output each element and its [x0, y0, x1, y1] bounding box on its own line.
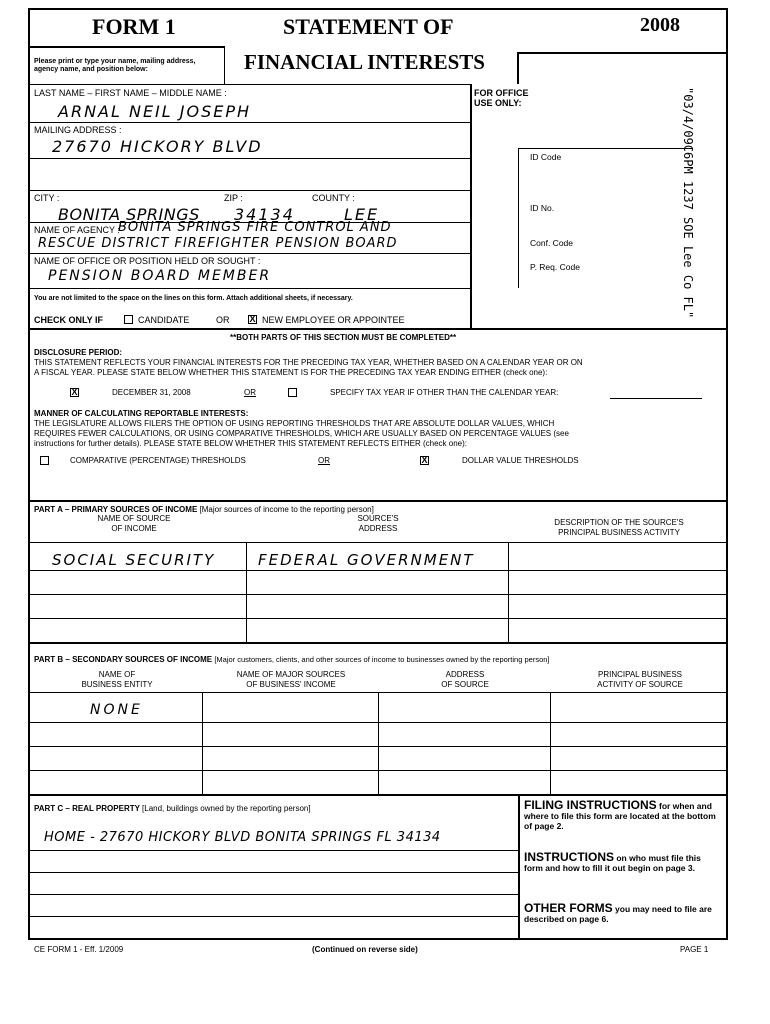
other-forms-text: you may need to file are described on page 6. — [524, 904, 712, 924]
part-c-title: PART C – REAL PROPERTY — [34, 804, 140, 813]
office-use-label-1: FOR OFFICE — [474, 88, 529, 98]
title-line1: STATEMENT OF — [283, 14, 454, 39]
title-line2: FINANCIAL INTERESTS — [244, 50, 485, 74]
footer-continued: (Continued on reverse side) — [312, 945, 418, 954]
part-b-col1: NAME OF BUSINESS ENTITY — [81, 670, 153, 689]
county-label: COUNTY : — [312, 193, 355, 203]
zip-label: ZIP : — [224, 193, 243, 203]
footer-page: PAGE 1 — [680, 945, 709, 954]
specify-label: SPECIFY TAX YEAR IF OTHER THAN THE CALENDAR YEAR: — [330, 388, 559, 397]
part-b-heading — [34, 655, 550, 665]
manner-text-2: REQUIRES FEWER CALCULATIONS, OR USING COMPARATIVE THRESHOLDS, WHICH ARE USUALLY BASED ON PERCENTAGE VALUES (see — [34, 429, 569, 438]
received-stamp: "03/4/09C6PM 1237 SOE Lee Co FL" — [681, 87, 695, 319]
manner-text-3: instructions for further details). PLEASE STATE BELOW WHETHER THIS STATEMENT REFLECTS EITHER (check one): — [34, 439, 467, 448]
dollar-label: DOLLAR VALUE THRESHOLDS — [462, 456, 579, 465]
part-a-row1-name[interactable]: SOCIAL SECURITY — [52, 551, 216, 569]
not-limited-note: You are not limited to the space on the lines on this form. Attach additional sheets, if necessary. — [34, 295, 353, 302]
new-employee-checkbox[interactable]: X — [249, 314, 256, 324]
who-must-file-instructions — [524, 852, 720, 873]
part-c-subtitle: [Land, buildings owned by the reporting person] — [142, 804, 311, 813]
mailing-label: MAILING ADDRESS : — [34, 125, 122, 135]
period-or: OR — [244, 388, 256, 397]
agency-value-line2[interactable]: RESCUE DISTRICT FIREFIGHTER PENSION BOARD — [38, 236, 398, 251]
part-b-title: PART B – SECONDARY SOURCES OF INCOME — [34, 655, 213, 664]
id-no-label: ID No. — [530, 203, 555, 213]
part-a-subtitle: [Major sources of income to the reporting person] — [199, 505, 374, 514]
office-label: NAME OF OFFICE OR POSITION HELD OR SOUGHT : — [34, 256, 261, 266]
mailing-value[interactable]: 27670 HICKORY BLVD — [52, 137, 263, 156]
name-value[interactable]: ARNAL NEIL JOSEPH — [58, 102, 252, 121]
manner-text-1: THE LEGISLATURE ALLOWS FILERS THE OPTION OF USING REPORTING THRESHOLDS THAT ARE ABSOLUTE DOLLAR VALUES, WHICH — [34, 419, 555, 428]
county-value[interactable]: LEE — [344, 205, 380, 224]
part-b-col4: PRINCIPAL BUSINESS ACTIVITY OF SOURCE — [597, 670, 683, 689]
dec31-checkbox[interactable]: X — [71, 387, 78, 397]
part-b-col3: ADDRESS OF SOURCE — [441, 670, 489, 689]
part-b-col2: NAME OF MAJOR SOURCES OF BUSINESS' INCOME — [236, 670, 346, 689]
form-label: FORM 1 — [92, 14, 176, 39]
dollar-checkbox[interactable]: X — [421, 455, 428, 465]
part-b-row1-entity[interactable]: NONE — [90, 702, 143, 718]
name-label: LAST NAME – FIRST NAME – MIDDLE NAME : — [34, 88, 227, 98]
zip-value[interactable]: 34134 — [234, 205, 295, 224]
both-parts-note: **BOTH PARTS OF THIS SECTION MUST BE COMPLETED** — [230, 333, 457, 342]
part-a-col2: SOURCE'S ADDRESS — [357, 514, 399, 533]
city-label: CITY : — [34, 193, 60, 203]
id-code-label: ID Code — [530, 152, 562, 162]
manner-heading: MANNER OF CALCULATING REPORTABLE INTERESTS: — [34, 409, 249, 418]
candidate-checkbox[interactable] — [124, 315, 133, 324]
comparative-checkbox[interactable] — [40, 456, 49, 465]
disclosure-period-heading: DISCLOSURE PERIOD: — [34, 348, 123, 357]
part-c-heading — [34, 804, 311, 814]
candidate-label: CANDIDATE — [138, 315, 190, 325]
part-c-row1[interactable]: HOME - 27670 HICKORY BLVD BONITA SPRINGS FL 34134 — [44, 830, 441, 845]
agency-label: NAME OF AGENCY : — [34, 225, 120, 235]
filing-instructions-text: for when and where to file this form are located at the bottom of page 2. — [524, 801, 716, 831]
p-req-code-label: P. Req. Code — [530, 262, 580, 272]
dec31-label: DECEMBER 31, 2008 — [112, 388, 191, 397]
conf-code-label: Conf. Code — [530, 238, 573, 248]
footer-form-id: CE FORM 1 - Eff. 1/2009 — [34, 945, 124, 954]
check-only-label: CHECK ONLY IF — [34, 315, 104, 325]
form-year: 2008 — [640, 14, 680, 36]
instructions-title: INSTRUCTIONS — [524, 850, 614, 864]
other-forms-instructions — [524, 903, 720, 924]
part-a-col3: DESCRIPTION OF THE SOURCE'S PRINCIPAL BUSINESS ACTIVITY — [554, 518, 684, 537]
office-value[interactable]: PENSION BOARD MEMBER — [48, 268, 272, 284]
part-b-subtitle: [Major customers, clients, and other sources of income to businesses owned by the reporting person] — [214, 655, 550, 664]
threshold-or: OR — [318, 456, 330, 465]
part-a-title: PART A – PRIMARY SOURCES OF INCOME — [34, 505, 198, 514]
city-value[interactable]: BONITA SPRINGS — [58, 205, 200, 224]
other-forms-title: OTHER FORMS — [524, 901, 613, 915]
filing-instructions-title: FILING INSTRUCTIONS — [524, 798, 657, 812]
specify-checkbox[interactable] — [288, 388, 297, 397]
check-or-label: OR — [216, 315, 230, 325]
part-a-row1-address[interactable]: FEDERAL GOVERNMENT — [258, 551, 475, 569]
period-text-2: A FISCAL YEAR. PLEASE STATE BELOW WHETHER THIS STATEMENT IS FOR THE PRECEDING TAX YEAR ENDING EITHER (check one): — [34, 368, 548, 377]
period-text-1: THIS STATEMENT REFLECTS YOUR FINANCIAL INTERESTS FOR THE PRECEDING TAX YEAR, WHETHER BASED ON A CALENDAR YEAR OR ON — [34, 358, 583, 367]
print-instruction: Please print or type your name, mailing address, agency name, and position below: — [34, 58, 196, 73]
filing-instructions — [524, 800, 720, 831]
comparative-label: COMPARATIVE (PERCENTAGE) THRESHOLDS — [70, 456, 246, 465]
agency-value-line1[interactable]: BONITA SPRINGS FIRE CONTROL AND — [118, 220, 392, 235]
part-a-col1: NAME OF SOURCE OF INCOME — [97, 514, 171, 533]
new-employee-label: NEW EMPLOYEE OR APPOINTEE — [262, 315, 405, 325]
office-use-label-2: USE ONLY: — [474, 98, 522, 108]
instructions-text: on who must file this form and how to fill it out begin on page 3. — [524, 853, 701, 873]
